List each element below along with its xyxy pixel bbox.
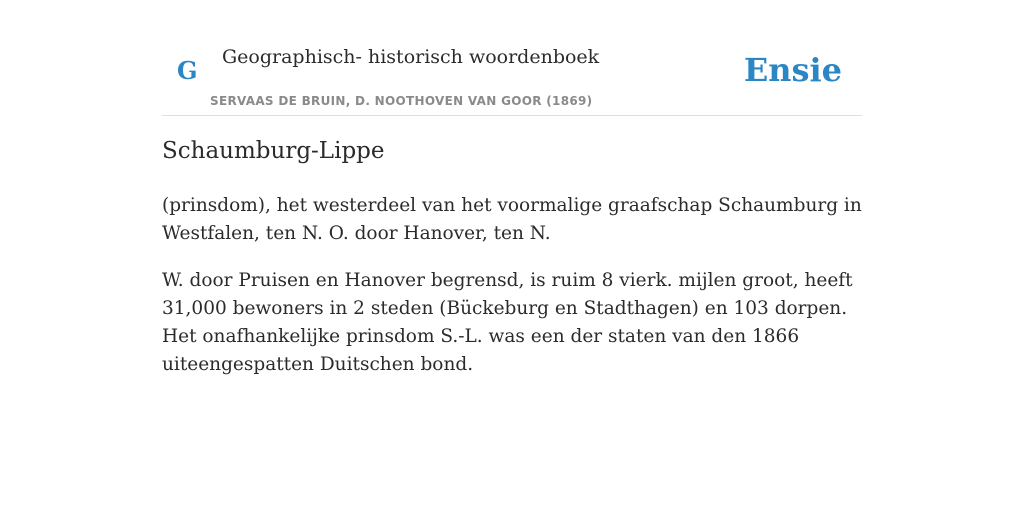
entry-paragraph: W. door Pruisen en Hanover begrensd, is ruim 8 vierk. mijlen groot, heeft 31,000 bewoners in 2 steden (Bückeburg en Stadthagen) en 103 dorpen. Het onafhankelijke prinsdom S.-L. was een der staten van den 1866 uiteengespatten Duitschen bond. [162, 270, 853, 375]
book-title-link[interactable]: Geographisch- historisch woordenboek [222, 46, 600, 68]
entry-paragraph: (prinsdom), het westerdeel van het voormalige graafschap Schaumburg in Westfalen, ten N. O. door Hanover, ten N. [162, 195, 862, 244]
book-authors: SERVAAS DE BRUIN, D. NOOTHOVEN VAN GOOR (1869) [210, 94, 593, 108]
entry-title: Schaumburg-Lippe [162, 138, 385, 164]
book-header [162, 40, 862, 116]
book-logo[interactable]: G [177, 56, 198, 85]
entry-body [162, 192, 862, 398]
ensie-logo-link[interactable]: Ensie [743, 51, 842, 89]
